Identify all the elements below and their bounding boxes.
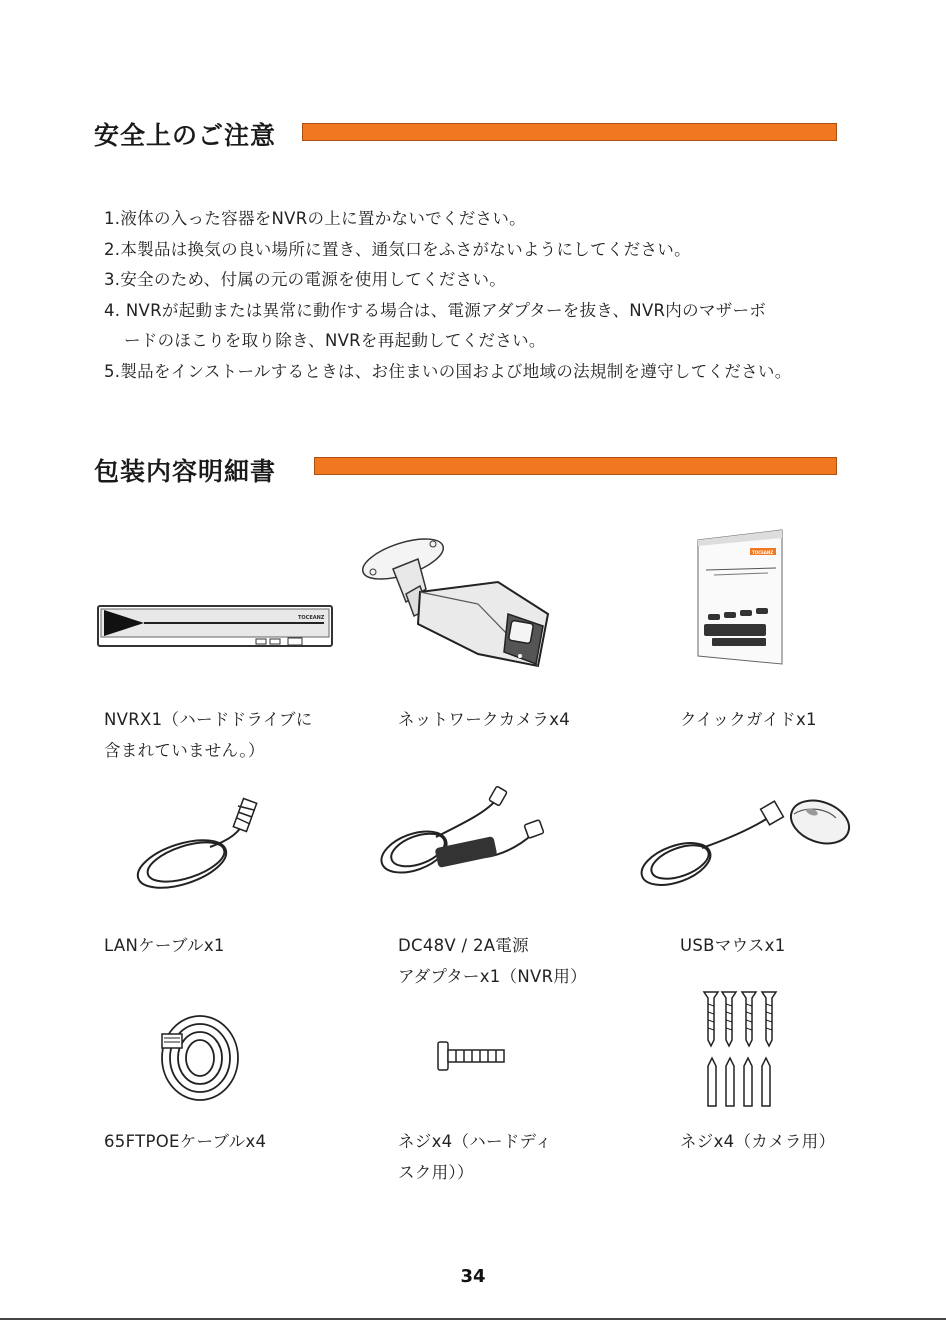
item-label-camera-line1: ネットワークカメラx4 <box>398 710 571 729</box>
safety-title: 安全上のご注意 <box>94 121 277 150</box>
hdd-screw-illustration <box>436 1040 508 1072</box>
item-label-lan-cable <box>104 930 364 961</box>
item-label-poe-cable-line1: 65FTPOEケーブルx4 <box>104 1132 267 1151</box>
bottom-rule <box>0 1318 946 1320</box>
item-label-usb-mouse <box>680 930 930 961</box>
item-label-guide-line1: クイックガイドx1 <box>680 710 817 729</box>
item-label-hdd-screws <box>398 1126 658 1188</box>
power-adapter-illustration <box>376 782 560 882</box>
nvr-brand: TOCEANZ <box>298 615 325 621</box>
item-label-nvr-line2: 含まれていません。） <box>104 741 265 760</box>
item-label-guide <box>680 704 930 735</box>
safety-note-4-cont: ードのほこりを取り除き、NVRを再起動してください。 <box>124 331 546 350</box>
guide-brand: TOCEANZ <box>752 550 774 555</box>
item-label-camera <box>398 704 658 735</box>
item-label-hdd-screws-line2: スク用）） <box>398 1163 474 1182</box>
item-label-usb-mouse-line1: USBマウスx1 <box>680 936 786 955</box>
safety-notes <box>104 204 904 387</box>
quick-guide-illustration <box>694 528 786 668</box>
safety-note-5: 5.製品をインストールするときは、お住まいの国および地域の法規制を遵守してください。 <box>104 361 792 381</box>
item-label-hdd-screws-line1: ネジx4（ハードディ <box>398 1132 552 1151</box>
camera-illustration <box>358 534 558 674</box>
item-label-nvr-line1: NVRX1（ハードドライブに <box>104 710 313 729</box>
item-label-power-adapter-line2: アダプターx1（NVR用） <box>398 967 587 986</box>
usb-mouse-illustration <box>636 796 856 896</box>
safety-title-bar <box>302 123 837 141</box>
package-title: 包装内容明細書 <box>94 457 277 486</box>
item-label-nvr <box>104 704 364 766</box>
item-label-camera-screws <box>680 1126 930 1157</box>
package-title-bar <box>314 457 837 475</box>
item-label-power-adapter <box>398 930 668 992</box>
safety-note-3: 3.安全のため、付属の元の電源を使用してください。 <box>104 270 507 289</box>
poe-cable-illustration <box>156 1008 244 1104</box>
lan-cable-illustration <box>130 792 282 896</box>
camera-screws-illustration <box>702 988 782 1110</box>
page-number: 34 <box>460 1266 486 1287</box>
item-label-lan-cable-line1: LANケーブルx1 <box>104 936 225 955</box>
item-label-camera-screws-line1: ネジx4（カメラ用） <box>680 1132 836 1151</box>
nvr-illustration <box>96 604 336 648</box>
safety-note-4: 4. NVRが起動または異常に動作する場合は、電源アダプターを抜き、NVR内のマザーボ <box>104 300 767 320</box>
safety-note-2: 2.本製品は換気の良い場所に置き、通気口をふさがないようにしてください。 <box>104 239 691 259</box>
safety-note-1: 1.液体の入った容器をNVRの上に置かないでください。 <box>104 209 526 228</box>
item-label-poe-cable <box>104 1126 364 1157</box>
item-label-power-adapter-line1: DC48V / 2A電源 <box>398 936 529 955</box>
